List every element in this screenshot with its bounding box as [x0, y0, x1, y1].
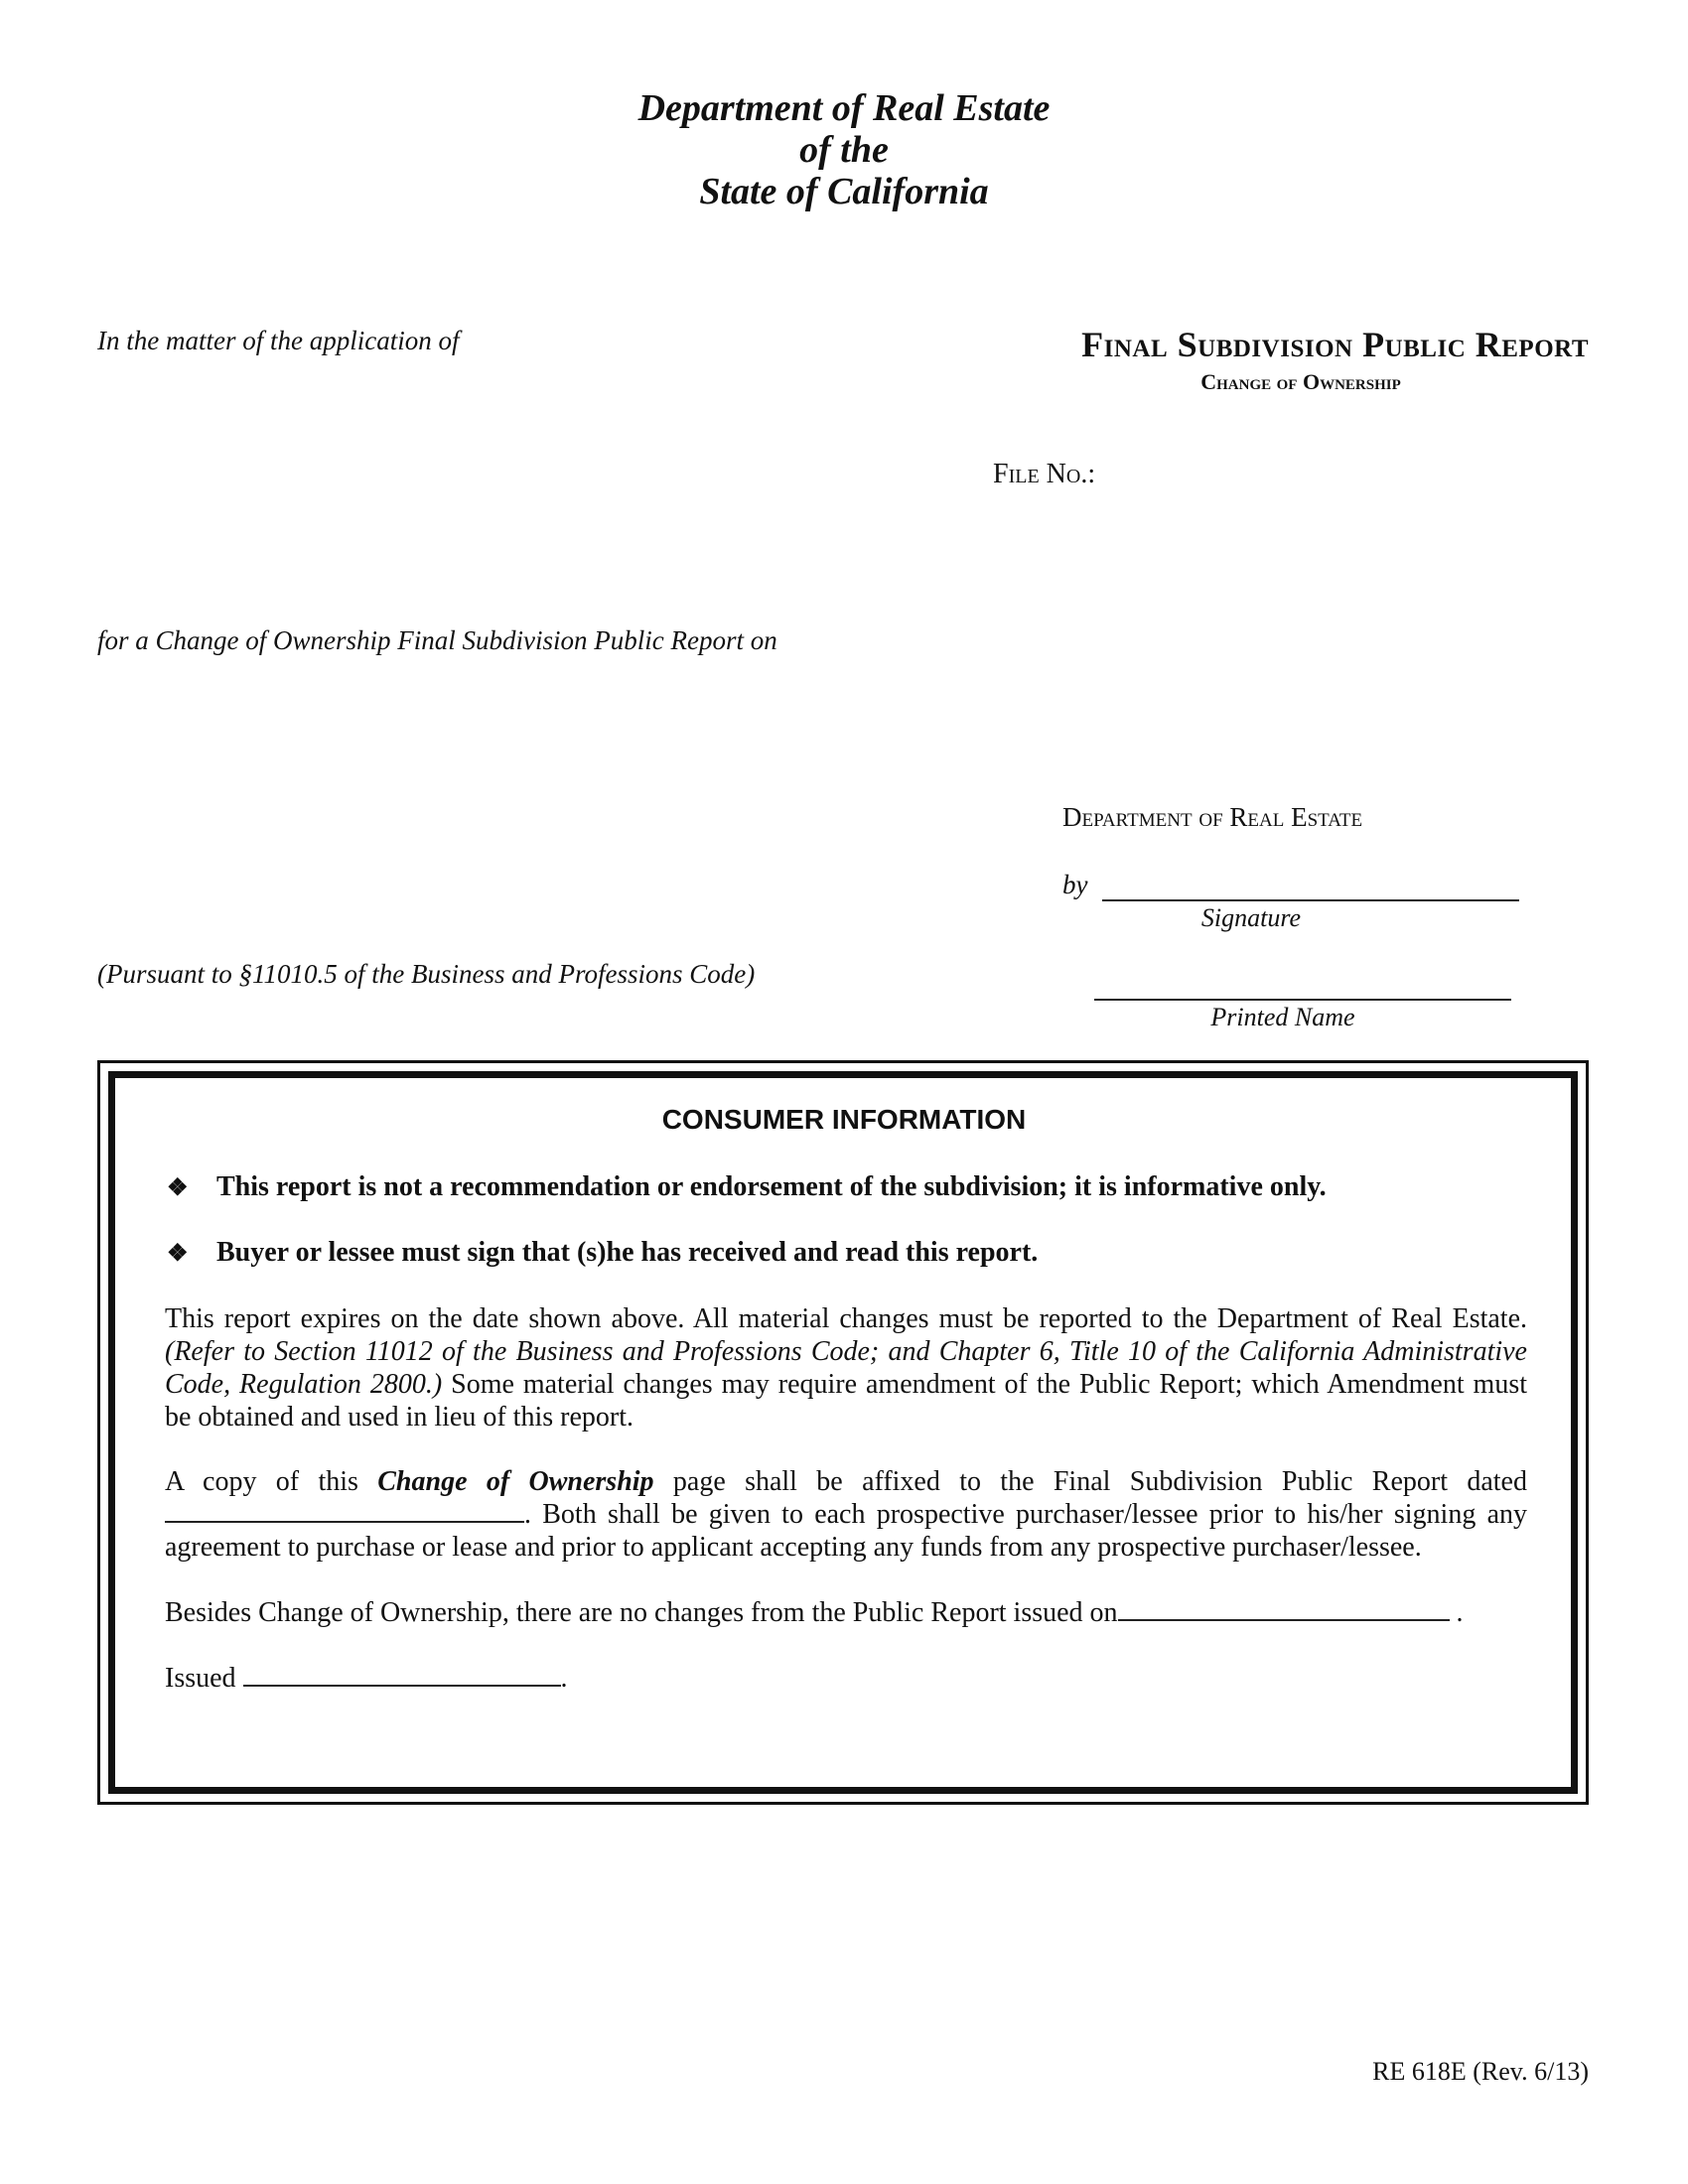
consumer-bullet-2 [167, 1237, 1038, 1269]
report-title: Final Subdivision Public Report [1081, 325, 1589, 364]
no-changes-paragraph [165, 1596, 1527, 1629]
department-heading-line1: Department of Real Estate [637, 87, 1051, 129]
signature-department-label: Department of Real Estate [1062, 802, 1363, 832]
printed-name-caption: Printed Name [1210, 1003, 1355, 1031]
amendment-text: Some material changes may require amendment of the Public Report; which Amendment must be obtained and used in lieu of this report. [165, 1369, 1528, 1433]
diamond-bullet-icon: ❖ [167, 1175, 189, 1201]
diamond-bullet-icon: ❖ [167, 1241, 189, 1267]
signature-caption: Signature [1200, 903, 1302, 932]
affix-text-middle: page shall be affixed to the Final Subdivision Public Report dated [653, 1466, 1527, 1497]
department-heading-line2: of the [799, 129, 889, 171]
no-changes-period: . [1456, 1597, 1464, 1628]
issued-paragraph [165, 1662, 1527, 1695]
consumer-bullet-1-text: This report is not a recommendation or endorsement of the subdivision; it is informative only. [216, 1171, 1327, 1202]
report-dated-blank[interactable] [165, 1499, 524, 1523]
consumer-bullet-2-text: Buyer or lessee must sign that (s)he has received and read this report. [216, 1237, 1039, 1268]
report-subtitle-wrap [1013, 369, 1589, 395]
form-number: RE 618E (Rev. 6/13) [1372, 2057, 1589, 2086]
printed-name-line[interactable] [1094, 999, 1511, 1001]
affix-text-start: A copy of this [165, 1466, 378, 1497]
code-reference: (Refer to Section 11012 of the Business and Professions Code; and Chapter 6, Title 10 of the California Administrative Code, Regulation 2800.) [165, 1336, 1527, 1400]
issued-period: . [560, 1663, 568, 1694]
change-of-ownership-text: for a Change of Ownership Final Subdivision Public Report on [97, 625, 777, 655]
department-heading [0, 87, 1688, 212]
no-changes-text: Besides Change of Ownership, there are no changes from the Public Report issued on [165, 1597, 1118, 1628]
consumer-info-heading: CONSUMER INFORMATION [661, 1104, 1027, 1135]
department-heading-line3: State of California [699, 171, 989, 212]
by-label: by [1062, 870, 1088, 899]
issued-label: Issued [165, 1663, 236, 1694]
pursuant-code-text: (Pursuant to §11010.5 of the Business and Professions Code) [97, 959, 756, 989]
affix-paragraph [165, 1465, 1527, 1564]
matter-of-application-text: In the matter of the application of [97, 326, 460, 355]
affix-text-end: . Both shall be given to each prospective purchaser/lessee prior to his/her signing any agreement to purchase or lease and prior to applicant accepting any funds from any prospective purchaser/lessee. [165, 1499, 1527, 1563]
change-of-ownership-emphasis: Change of Ownership [377, 1466, 654, 1497]
consumer-bullet-1 [167, 1171, 1327, 1203]
expiration-paragraph [165, 1302, 1527, 1433]
issued-date-blank[interactable] [243, 1663, 561, 1687]
issued-on-blank[interactable] [1118, 1597, 1450, 1621]
expiration-text: This report expires on the date shown above. All material changes must be reported to the Department of Real Estate. [165, 1303, 1527, 1334]
file-number-label: File No.: [993, 459, 1096, 489]
report-subtitle: Change of Ownership [1200, 369, 1401, 394]
signature-line[interactable] [1102, 899, 1519, 901]
